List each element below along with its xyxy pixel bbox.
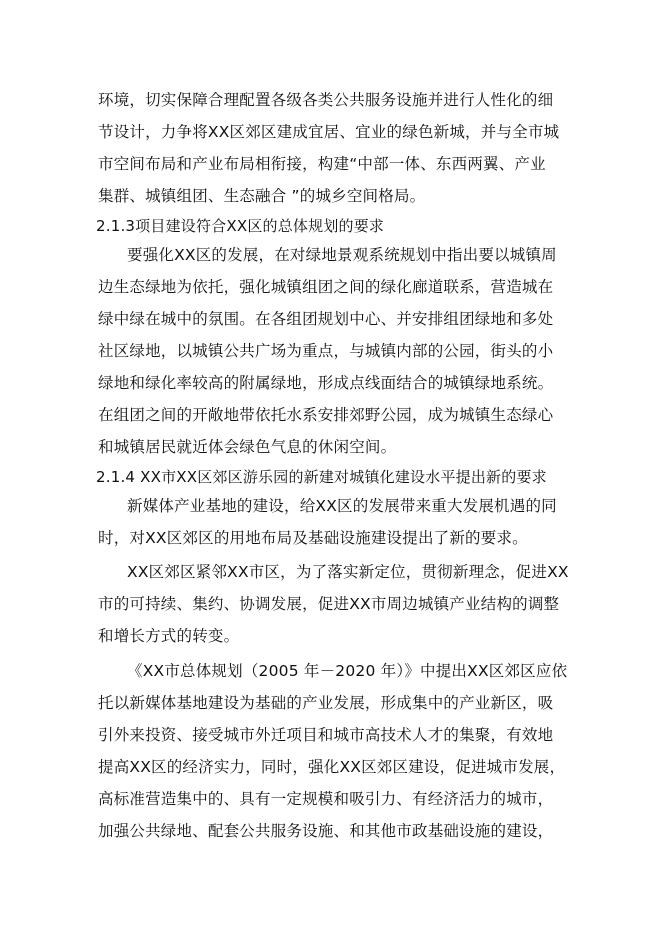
paragraph-line: 社区绿地，以城镇公共广场为重点，与城镇内部的公园，街头的小 [98,342,554,360]
paragraph-line: 节设计，力争将XX区郊区建成宜居、宜业的绿色新城，并与全市城 [98,123,560,141]
paragraph-line: 托以新媒体基地建设为基础的产业发展，形成集中的产业新区，吸 [98,694,554,712]
paragraph-line: 边生态绿地为依托，强化城镇组团之间的绿化廊道联系，营造城在 [98,278,554,296]
paragraph-line: XX区郊区紧邻XX市区，为了落实新定位，贯彻新理念，促进XX [127,563,569,581]
paragraph-line: 提高XX区的经济实力，同时，强化XX区郊区建设，促进城市发展， [98,758,566,776]
paragraph-line: 和城镇居民就近体会绿色气息的休闲空间。 [98,438,397,456]
section-heading: 2.1.3项目建设符合XX区的总体规划的要求 [96,217,385,235]
paragraph-line: 和增长方式的转变。 [98,627,240,645]
paragraph-line: 《XX市总体规划（2005 年－2020 年）》中提出XX区郊区应依 [127,662,568,680]
paragraph-line: 集群、城镇组团、生态融合 ”的城乡空间格局。 [98,187,426,205]
paragraph-line: 绿中绿在城中的氛围。在各组团规划中心、并安排组团绿地和多处 [98,310,554,328]
paragraph-line: 加强公共绿地、配套公共服务设施、和其他市政基础设施的建设， [98,822,554,840]
paragraph-line: 新媒体产业基地的建设，给XX区的发展带来重大发展机遇的同 [127,497,557,515]
paragraph-line: 在组团之间的开敞地带依托水系安排郊野公园，成为城镇生态绿心 [98,406,554,424]
paragraph-line: 要强化XX区的发展，在对绿地景观系统规划中指出要以城镇周 [127,246,557,264]
paragraph-line: 绿地和绿化率较高的附属绿地，形成点线面结合的城镇绿地系统。 [98,374,554,392]
paragraph-line: 市的可持续、集约、协调发展，促进XX市周边城镇产业结构的调整 [98,595,560,613]
section-heading: 2.1.4 XX市XX区郊区游乐园的新建对城镇化建设水平提出新的要求 [96,468,547,486]
paragraph-line: 高标准营造集中的、具有一定规模和吸引力、有经济活力的城市， [98,790,554,808]
paragraph-line: 市空间布局和产业布局相衔接，构建“中部一体、东西两翼、产业 [98,155,546,173]
paragraph-line: 引外来投资、接受城市外迁项目和城市高技术人才的集聚，有效地 [98,726,554,744]
paragraph-line: 时，对XX区郊区的用地布局及基础设施建设提出了新的要求。 [98,529,528,547]
paragraph-line: 环境，切实保障合理配置各级各类公共服务设施并进行人性化的细 [98,91,554,109]
